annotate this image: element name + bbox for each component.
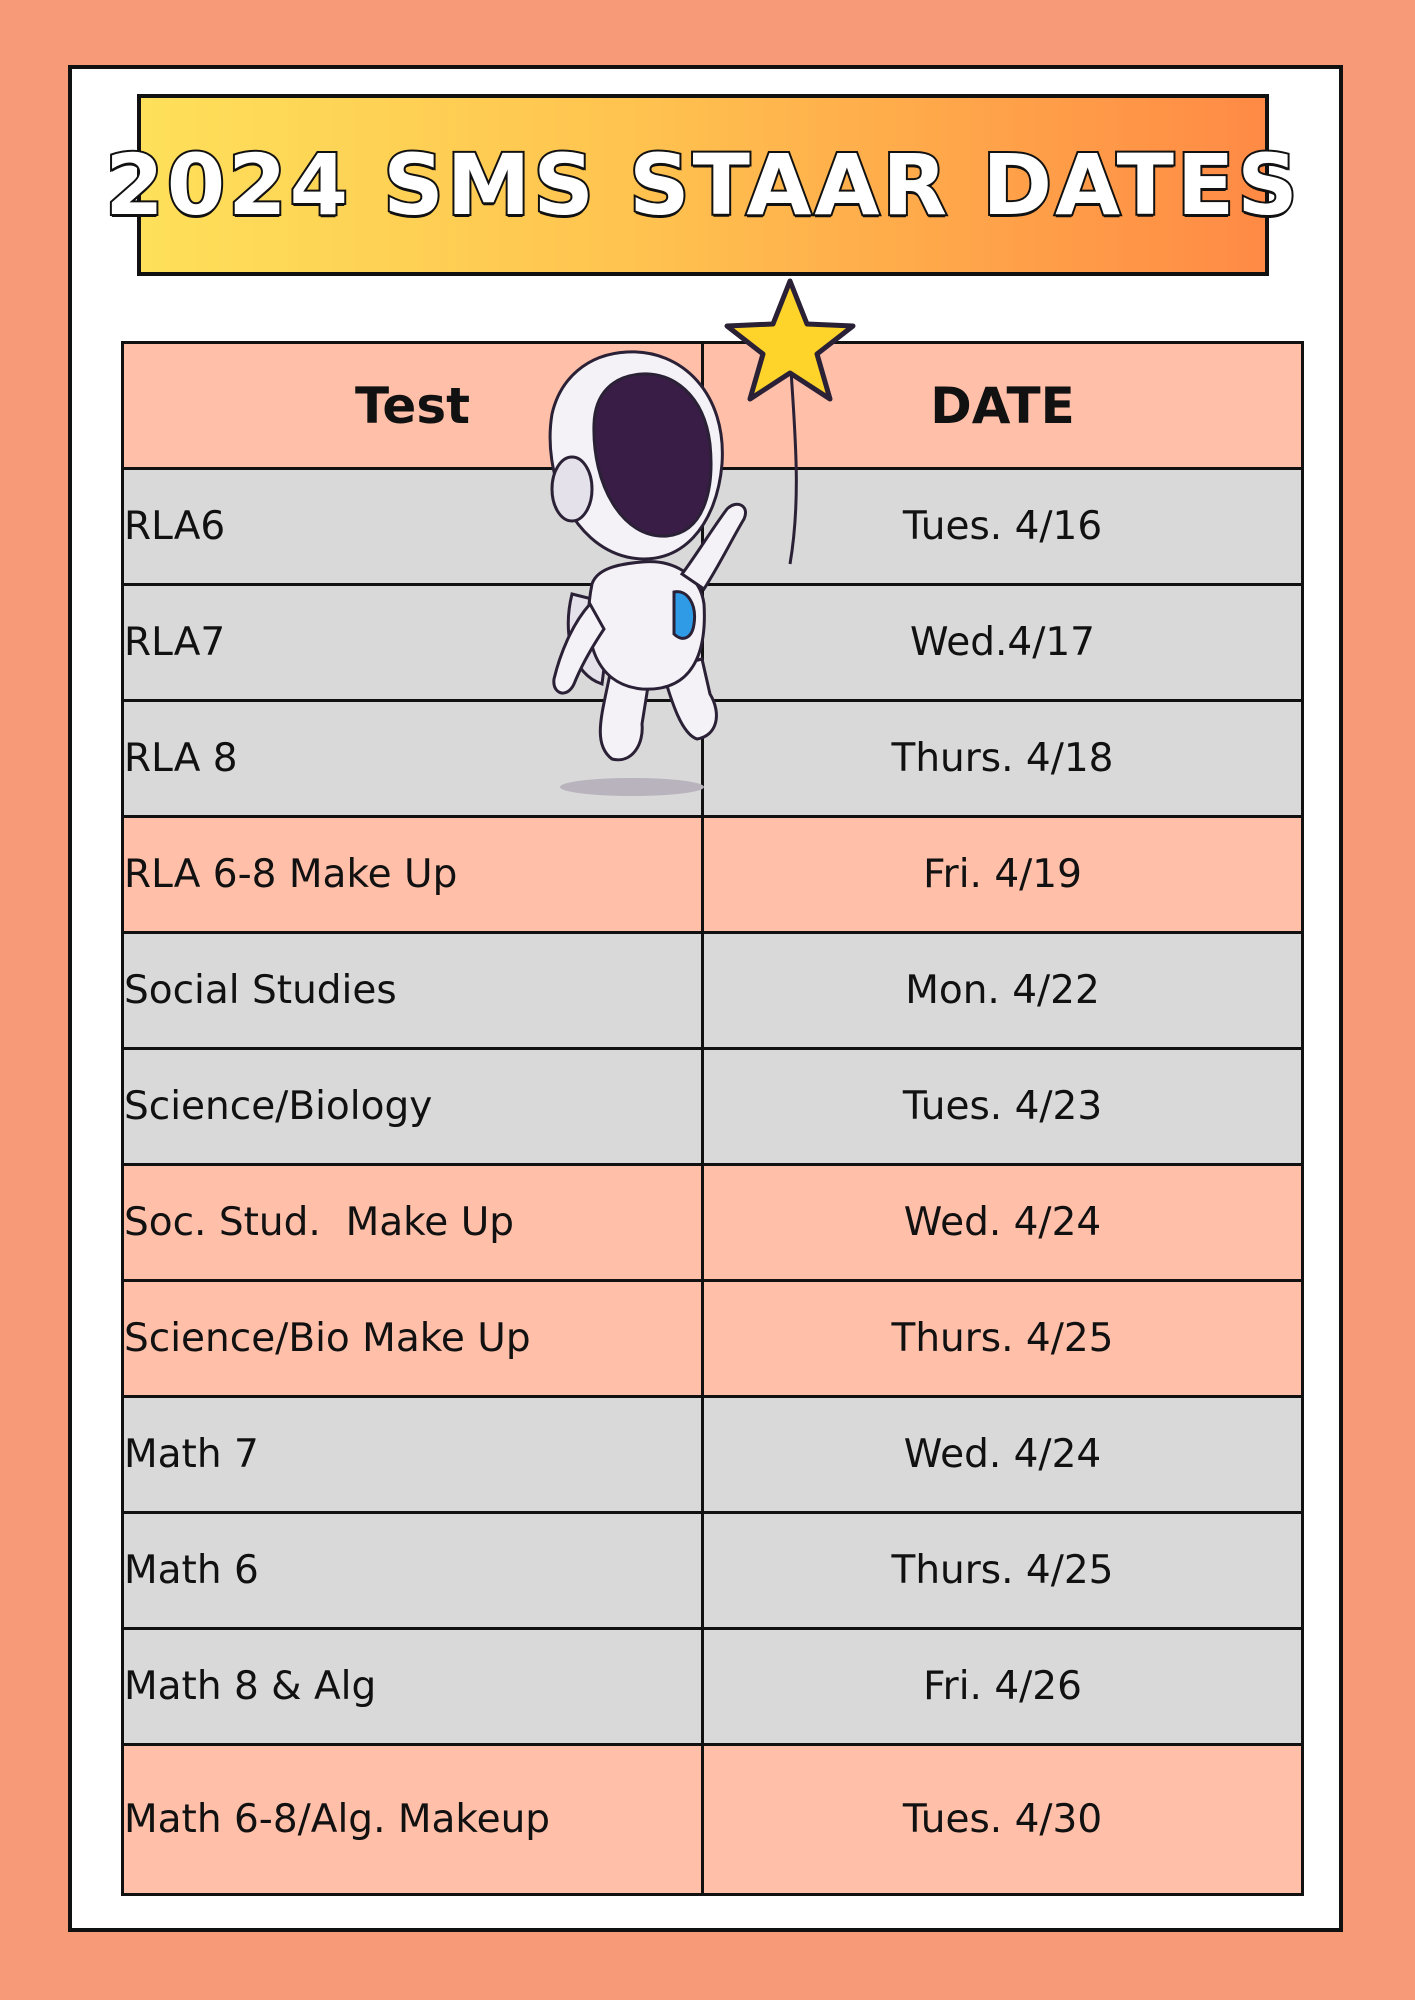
table-row — [123, 585, 1303, 701]
table-row — [123, 1629, 1303, 1745]
test-cell: Math 6 — [123, 1513, 703, 1629]
test-cell: Social Studies — [123, 933, 703, 1049]
test-cell: RLA 6-8 Make Up — [123, 817, 703, 933]
date-cell: Tues. 4/23 — [703, 1049, 1303, 1165]
page-title: 2024 SMS STAAR DATES — [105, 136, 1301, 234]
test-cell: RLA 8 — [123, 701, 703, 817]
date-cell: Thurs. 4/18 — [703, 701, 1303, 817]
date-cell: Fri. 4/26 — [703, 1629, 1303, 1745]
date-cell: Wed. 4/24 — [703, 1397, 1303, 1513]
date-cell: Wed.4/17 — [703, 585, 1303, 701]
staar-schedule-table — [121, 341, 1304, 1896]
date-column-header: DATE — [703, 343, 1303, 469]
test-cell: RLA7 — [123, 585, 703, 701]
test-cell: Math 6-8/Alg. Makeup — [123, 1745, 703, 1895]
title-banner — [105, 94, 1301, 276]
test-cell: Science/Biology — [123, 1049, 703, 1165]
date-cell: Tues. 4/16 — [703, 469, 1303, 585]
table-row — [123, 469, 1303, 585]
date-cell: Tues. 4/30 — [703, 1745, 1303, 1895]
test-cell: Math 7 — [123, 1397, 703, 1513]
table-row — [123, 1513, 1303, 1629]
table-row — [123, 1745, 1303, 1895]
test-cell: RLA6 — [123, 469, 703, 585]
table-row — [123, 1165, 1303, 1281]
table-row — [123, 701, 1303, 817]
table-header-row — [123, 343, 1303, 469]
test-cell: Science/Bio Make Up — [123, 1281, 703, 1397]
date-cell: Wed. 4/24 — [703, 1165, 1303, 1281]
test-cell: Math 8 & Alg — [123, 1629, 703, 1745]
test-column-header: Test — [123, 343, 703, 469]
table-row — [123, 817, 1303, 933]
table-row — [123, 1281, 1303, 1397]
date-cell: Thurs. 4/25 — [703, 1281, 1303, 1397]
poster — [68, 65, 1343, 1932]
table-row — [123, 933, 1303, 1049]
test-cell: Soc. Stud. Make Up — [123, 1165, 703, 1281]
table-row — [123, 1397, 1303, 1513]
date-cell: Thurs. 4/25 — [703, 1513, 1303, 1629]
table-row — [123, 1049, 1303, 1165]
date-cell: Fri. 4/19 — [703, 817, 1303, 933]
date-cell: Mon. 4/22 — [703, 933, 1303, 1049]
